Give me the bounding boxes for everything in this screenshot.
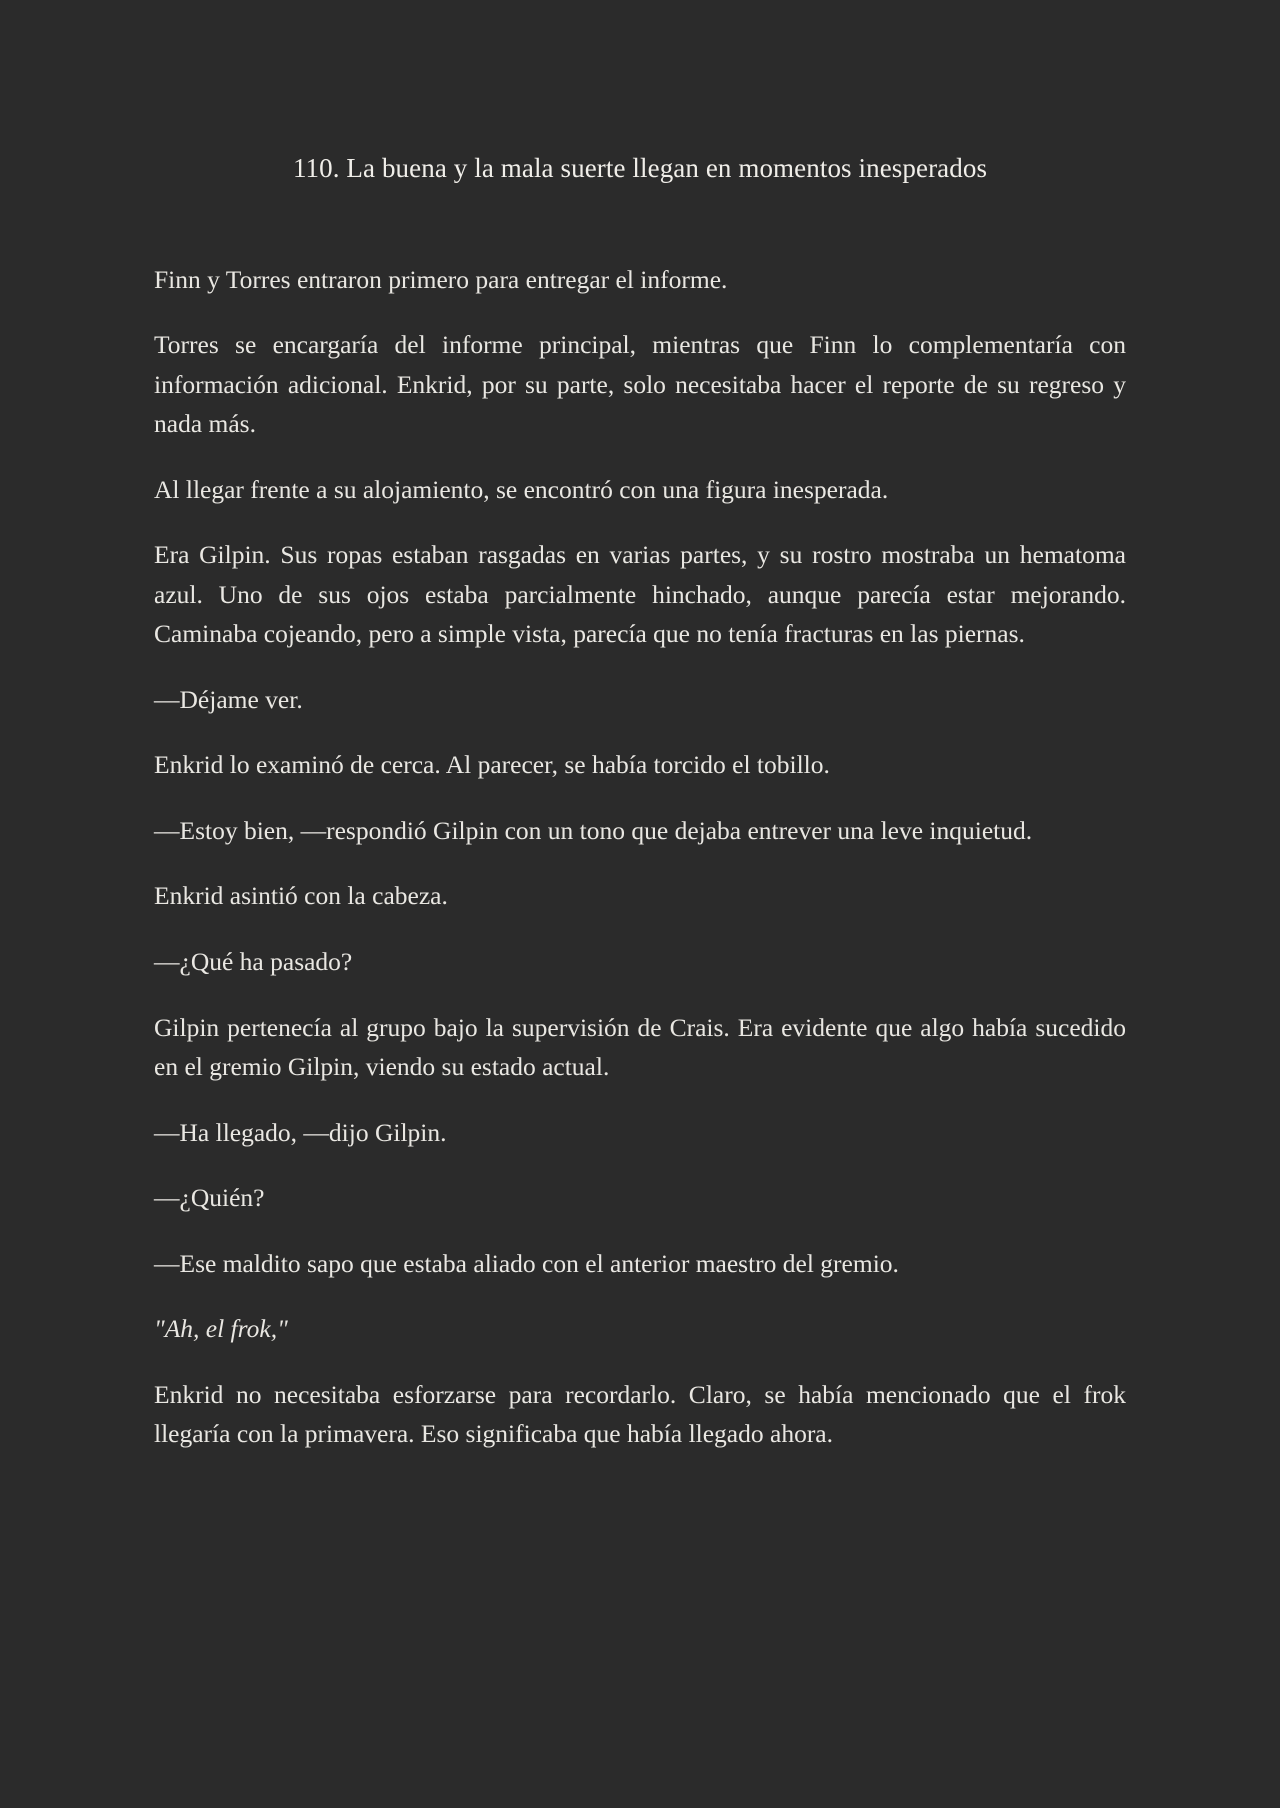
paragraph: —¿Qué ha pasado?: [154, 946, 353, 976]
paragraph: —Ese maldito sapo que estaba aliado con el anterior maestro del gremio.: [154, 1248, 899, 1278]
paragraph: Finn y Torres entraron primero para entregar el informe.: [154, 264, 728, 294]
chapter-title: 110. La buena y la mala suerte llegan en momentos inesperados: [292, 153, 988, 183]
paragraph: Enkrid asintió con la cabeza.: [154, 881, 448, 911]
paragraph: Era Gilpin. Sus ropas estaban rasgadas en varias partes, y su rostro mostraba un hematoma azul. Uno de sus ojos estaba parcialmente hinchado, aunque parecía estar mejorando. Caminaba cojeando, pero a simple vista, parecía que no tenía fracturas en las piernas.: [154, 540, 1126, 649]
paragraph: Torres se encargaría del informe principal, mientras que Finn lo complementaría con información adicional. Enkrid, por su parte, solo necesitaba hacer el reporte de su regreso y nada más.: [154, 330, 1126, 439]
paragraph: —Déjame ver.: [154, 684, 303, 714]
paragraph: —¿Quién?: [154, 1183, 265, 1213]
chapter-body: [154, 188, 1126, 1454]
paragraph: —Ha llegado, —dijo Gilpin.: [154, 1117, 447, 1147]
paragraph: Enkrid no necesitaba esforzarse para recordarlo. Claro, se había mencionado que el frok llegaría con la primavera. Eso significaba que había llegado ahora.: [154, 1379, 1126, 1449]
paragraph: Enkrid lo examinó de cerca. Al parecer, se había torcido el tobillo.: [154, 750, 830, 780]
paragraph: Al llegar frente a su alojamiento, se encontró con una figura inesperada.: [154, 474, 889, 504]
paragraph: Gilpin pertenecía al grupo bajo la supervisión de Crais. Era evidente que algo había sucedido en el gremio Gilpin, viendo su estado actual.: [154, 1012, 1126, 1082]
paragraph-emphasis: "Ah, el frok,": [154, 1314, 288, 1344]
paragraph: —Estoy bien, —respondió Gilpin con un tono que dejaba entrever una leve inquietud.: [154, 815, 1033, 845]
